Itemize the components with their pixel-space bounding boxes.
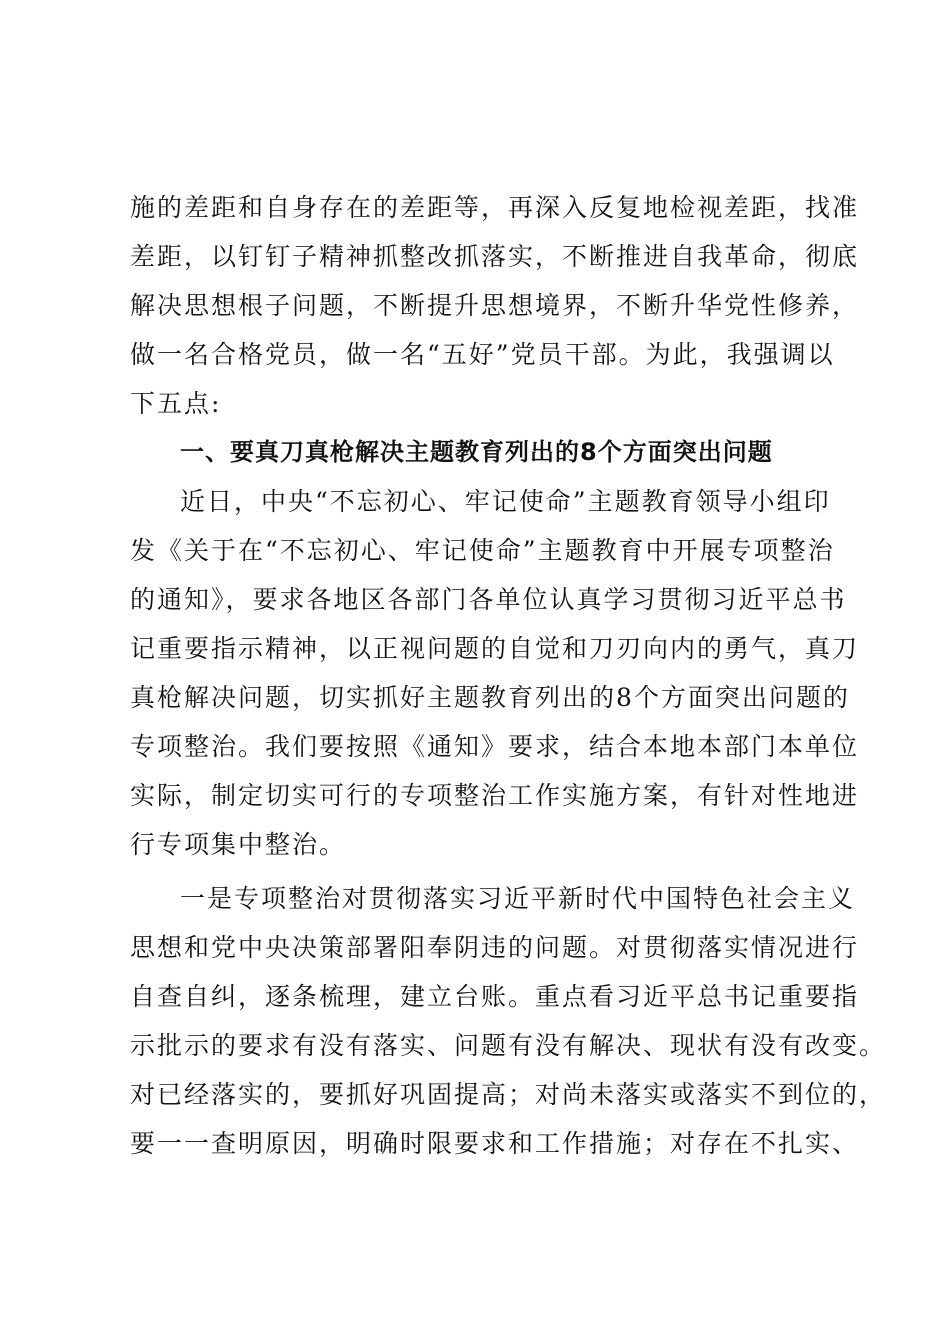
text-line: 差距，以钉钉子精神抓整改抓落实，不断推进自我革命，彻底: [130, 242, 860, 271]
continuation-paragraph: [130, 183, 860, 428]
text-line: 近日，中央“不忘初心、牢记使命”主题教育领导小组印: [180, 487, 831, 516]
point-one-paragraph: [130, 874, 887, 1168]
text-line: 思想和党中央决策部署阳奉阴违的问题。对贯彻落实情况进行: [130, 933, 860, 962]
text-line: 实际，制定切实可行的专项整治工作实施方案，有针对性地进: [130, 781, 860, 810]
text-line: 示批示的要求有没有落实、问题有没有解决、现状有没有改变。: [130, 1031, 887, 1060]
text-line: 对已经落实的，要抓好巩固提高；对尚未落实或落实不到位的，: [130, 1080, 887, 1109]
text-line: 一是专项整治对贯彻落实习近平新时代中国特色社会主义: [180, 884, 856, 913]
text-line: 行专项集中整治。: [130, 830, 347, 859]
text-line: 做一名合格党员，做一名“五好”党员干部。为此，我强调以: [130, 340, 835, 369]
text-line: 记重要指示精神，以正视问题的自觉和刀刃向内的勇气，真刀: [130, 634, 860, 663]
text-line: 施的差距和自身存在的差距等，再深入反复地检视差距，找准: [130, 193, 860, 222]
text-line: 发《关于在“不忘初心、牢记使命”主题教育中开展专项整治: [130, 536, 835, 565]
text-line: 的通知》，要求各地区各部门各单位认真学习贯彻习近平总书: [130, 585, 847, 614]
text-line: 自查自纠，逐条梳理，建立台账。重点看习近平总书记重要指: [130, 982, 860, 1011]
notice-paragraph: [130, 477, 860, 869]
text-line: 真枪解决问题，切实抓好主题教育列出的8个方面突出问题的: [130, 683, 850, 712]
text-line: 要一一查明原因，明确时限要求和工作措施；对存在不扎实、: [130, 1129, 860, 1158]
text-line: 解决思想根子问题，不断提升思想境界，不断升华党性修养，: [130, 291, 860, 320]
text-line: 专项整治。我们要按照《通知》要求，结合本地本部门本单位: [130, 732, 860, 761]
heading-text: 一、要真刀真枪解决主题教育列出的8个方面突出问题: [180, 438, 773, 466]
section-heading: [130, 428, 830, 477]
text-line: 下五点:: [130, 389, 222, 418]
